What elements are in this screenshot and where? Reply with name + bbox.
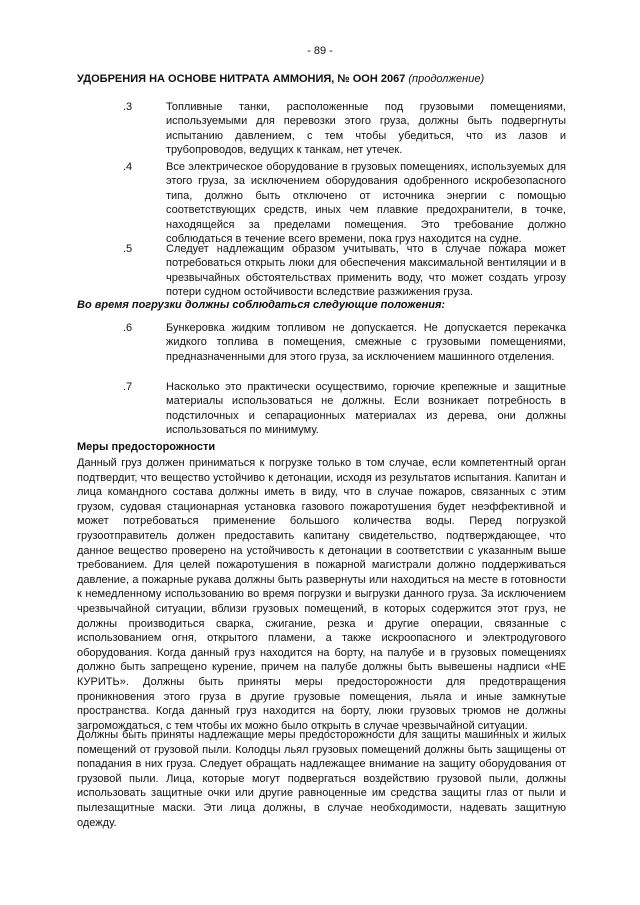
provision-text: Топливные танки, расположенные под грузовыми помещениями, используемыми для перевозки этого груза, должны быть подвергнуты испытанию давлением, с тем чтобы убедиться, что из лазов и трубопроводов, ведущих к танкам, нет утечек. bbox=[166, 101, 566, 157]
provision-text: Насколько это практически осуществимо, горючие крепежные и защитные материалы использоваться не должны. Если возникает потребность в подстилочных и сепарационных материалах из дерева, они должны использоваться по минимуму. bbox=[166, 381, 566, 437]
provision-number: .7 bbox=[123, 381, 133, 393]
provision-number: .4 bbox=[123, 161, 133, 173]
provision-text: Бункеровка жидким топливом не допускается. Не допускается перекачка жидкого топлива в помещения, смежные с грузовыми помещениями, предназначенными для этого груза, за исключением машинного отделения. bbox=[166, 322, 566, 363]
precautions-heading: Меры предосторожности bbox=[77, 441, 216, 453]
provision-number: .5 bbox=[123, 243, 133, 255]
precautions-paragraph: Данный груз должен приниматься к погрузке только в том случае, если компетентный орган подтвердит, что вещество устойчиво к детонации, исходя из результатов испытания. Капитан и лица командного состава должны иметь в виду, что в случае пожаров, связанных с этим грузом, судовая стационарная установка газового пожаротушения будет неэффективной и может потребоваться применение большого количества воды. Перед погрузкой грузоотправитель должен предоставить капитану свидетельство, подтверждающее, что данное вещество проверено на устойчивость к детонации в соответствии с указанным выше требованием. Для целей пожаротушения в пожарной магистрали должно поддерживаться давление, а пожарные рукава должны быть развернуты или находиться на месте в готовности к немедленному использованию во время погрузки и выгрузки данного груза. За исключением чрезвычайной ситуации, вблизи грузовых помещений, в которых содержится этот груз, не должны производиться сварка, сжигание, резка и другие операции, связанные с использованием огня, открытого пламени, а также искроопасного и электродугового оборудования. Когда данный груз находится на борту, на палубе и в грузовых помещениях должно быть запрещено курение, причем на палубе должны быть вывешены надписи «НЕ КУРИТЬ». Должны быть приняты меры предосторожности для предотвращения проникновения этого груза в другие грузовые помещения, льяла и иные замкнутые пространства. Когда данный груз находится на борту, люки грузовых трюмов не должны загромождаться, с тем чтобы их можно было открыть в случае чрезвычайной ситуации. bbox=[77, 457, 566, 732]
provision-text: Все электрическое оборудование в грузовых помещениях, используемых для этого груза, за исключением оборудования одобренного искробезопасного типа, должно быть отключено от источника энергии с помощью соответствующих средств, иных чем плавкие предохранители, в точке, находящейся за пределами помещения. Это требование должно соблюдаться в течение всего времени, пока груз находится на судне. bbox=[166, 161, 566, 246]
page-title-main: УДОБРЕНИЯ НА ОСНОВЕ НИТРАТА АММОНИЯ, № ООН 2067 bbox=[77, 73, 409, 85]
provision-number: .6 bbox=[123, 322, 133, 334]
provision-number: .3 bbox=[123, 101, 133, 113]
loading-subhead: Во время погрузки должны соблюдаться следующие положения: bbox=[77, 299, 446, 311]
page-title-continued: (продолжение) bbox=[408, 73, 485, 85]
page-title bbox=[77, 73, 577, 85]
precautions-paragraph: Должны быть приняты надлежащие меры предосторожности для защиты машинных и жилых помещений от грузовой пыли. Колодцы льял грузовых помещений должны быть защищены от попадания в них груза. Следует обращать надлежащее внимание на защиту оборудования от грузовой пыли. Лица, которые могут подвергаться воздействию грузовой пыли, должны использовать защитные очки или другие равноценные им средства защиты глаз от пыли и пылезащитные маски. Эти лица должны, в случае необходимости, надевать защитную одежду. bbox=[77, 729, 566, 829]
provision-text: Следует надлежащим образом учитывать, что в случае пожара может потребоваться открыть люки для обеспечения максимальной вентиляции и в чрезвычайных обстоятельствах применить воду, что может создать угрозу потери судном остойчивости вследствие разжижения груза. bbox=[166, 243, 566, 299]
page-number: - 89 - bbox=[307, 45, 333, 57]
